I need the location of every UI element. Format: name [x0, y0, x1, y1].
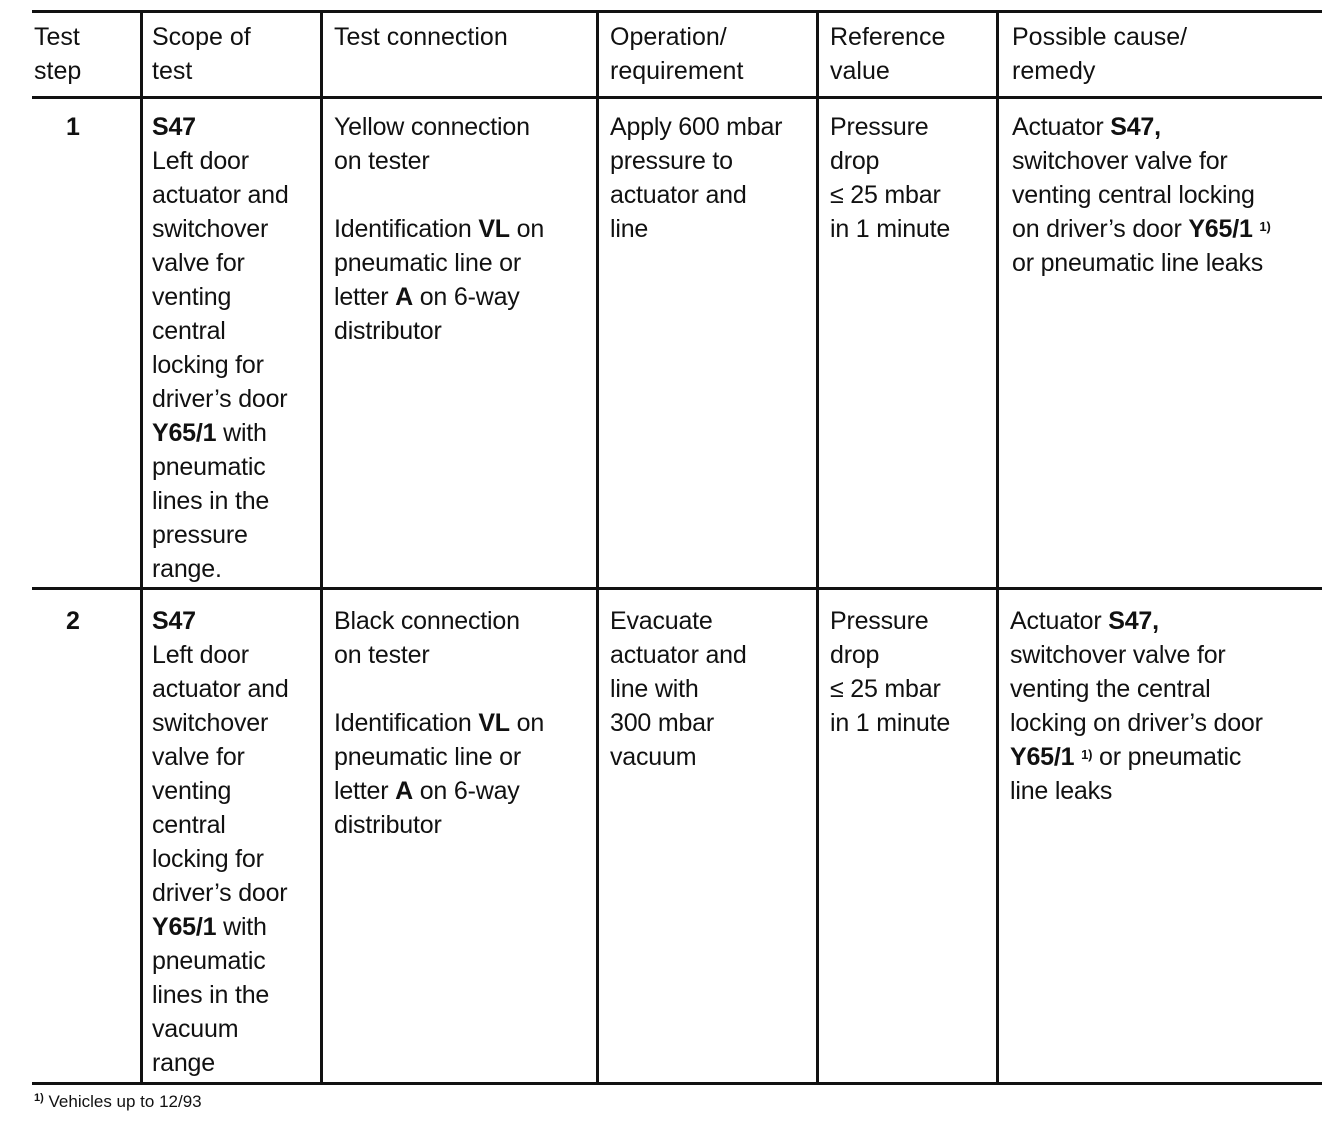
- column-rule: [596, 10, 599, 1085]
- column-rule: [816, 10, 819, 1085]
- row2-reference: Pressure drop ≤ 25 mbar in 1 minute: [830, 607, 951, 737]
- header-reference: Reference value: [830, 23, 946, 85]
- table-bottom-rule: [32, 1082, 1322, 1085]
- row1-reference: Pressure drop ≤ 25 mbar in 1 minute: [830, 113, 951, 243]
- row2-connection: Black connection on tester Identification VL on pneumatic line or letter A on 6-way distributor: [334, 607, 545, 839]
- header-bottom-rule: [32, 96, 1322, 99]
- row2-cause: Actuator S47, switchover valve for venting the central locking on driver’s door Y65/1 $^{1)}$ or pneumatic line leaks: [1010, 607, 1263, 805]
- header-scope: Scope of test: [152, 23, 251, 85]
- row1-scope: S47 Left door actuator and switchover valve for venting central locking for driver’s door Y65/1 with pneumatic lines in the pressure range.: [152, 113, 289, 583]
- row2-scope: S47 Left door actuator and switchover valve for venting central locking for driver’s door Y65/1 with pneumatic lines in the vacuum range: [152, 607, 289, 1077]
- row-divider-rule: [32, 587, 1322, 590]
- row2-step: 2: [66, 607, 80, 635]
- column-rule: [140, 10, 143, 1085]
- row2-operation: Evacuate actuator and line with 300 mbar vacuum: [610, 607, 747, 771]
- header-operation: Operation/ requirement: [610, 23, 744, 85]
- footnote-marker: 1): [1259, 219, 1271, 234]
- footnote-marker: 1): [1081, 747, 1093, 762]
- row1-operation: Apply 600 mbar pressure to actuator and line: [610, 113, 783, 243]
- column-rule: [320, 10, 323, 1085]
- table-top-rule: [32, 10, 1322, 13]
- footnote: $^{1)}$ Vehicles up to 12/93: [34, 1092, 202, 1111]
- row1-connection: Yellow connection on tester Identification VL on pneumatic line or letter A on 6-way distributor: [334, 113, 545, 345]
- header-cause: Possible cause/ remedy: [1012, 23, 1188, 85]
- column-rule: [996, 10, 999, 1085]
- row1-cause: Actuator S47, switchover valve for venting central locking on driver’s door Y65/1 $^{1)}$ or pneumatic line leaks: [1012, 113, 1271, 277]
- header-test-step: Test step: [34, 23, 82, 85]
- row1-step: 1: [66, 113, 80, 141]
- header-connection: Test connection: [334, 23, 508, 51]
